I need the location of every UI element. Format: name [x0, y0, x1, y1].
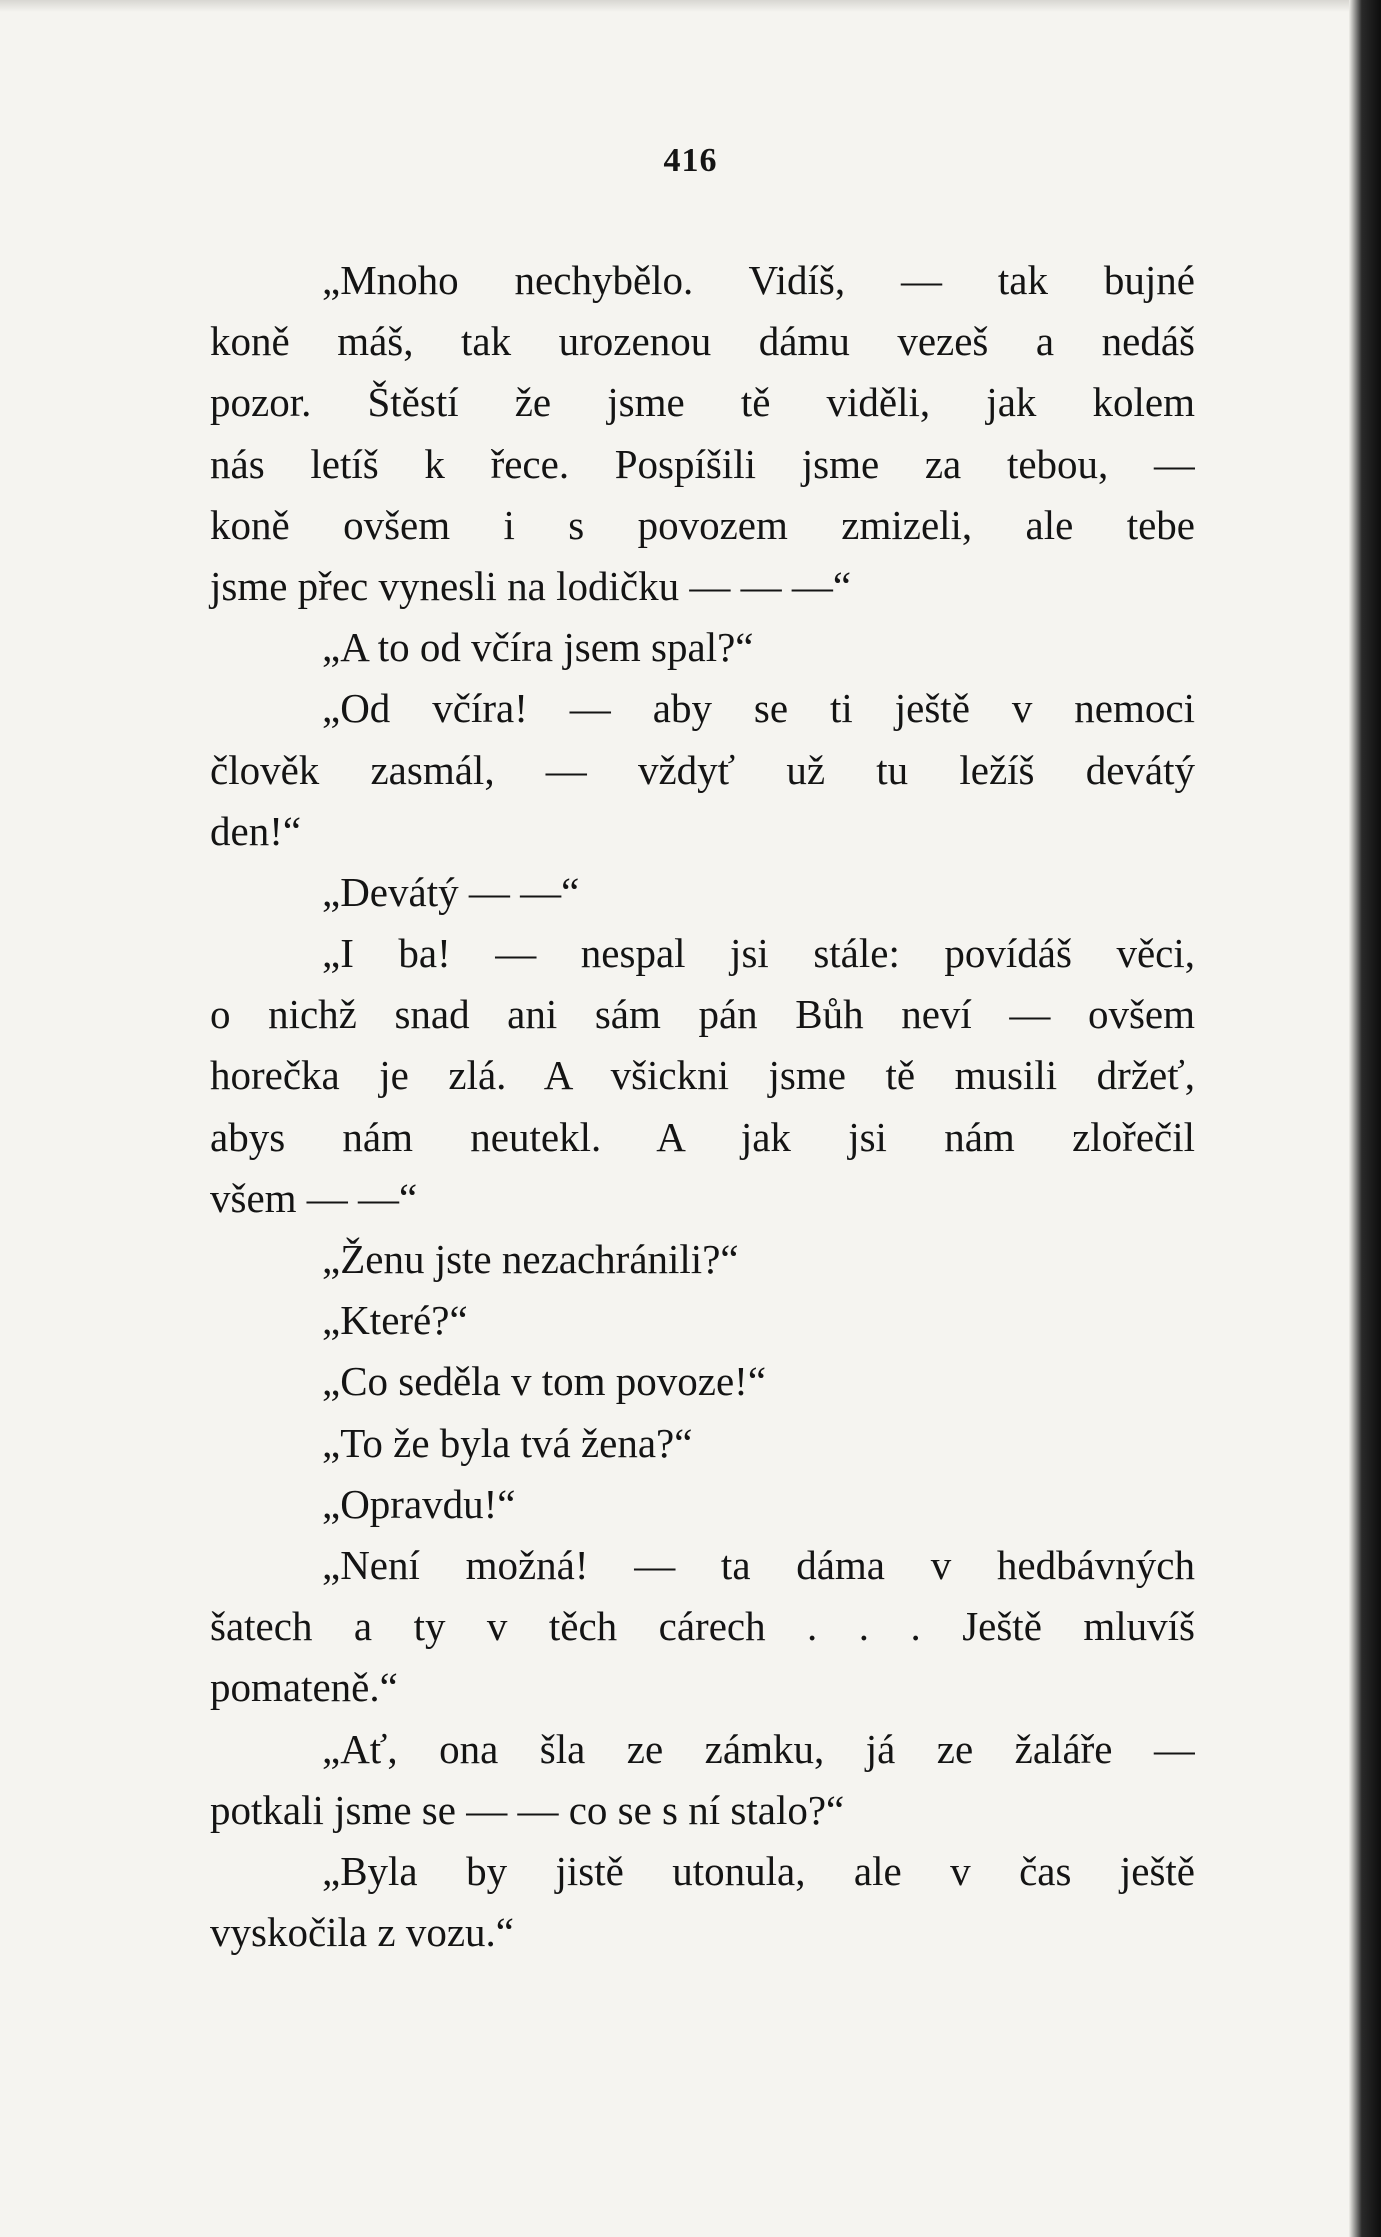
text-line: „A to od včíra jsem spal?“: [322, 624, 754, 671]
text-line: horečka je zlá. A všickni jsme tě musili držeť,: [210, 1052, 1195, 1099]
page-right-edge: [1349, 0, 1381, 2237]
text-line: šatech a ty v těch cárech . . . Ještě mluvíš: [210, 1603, 1195, 1650]
text-line: koně ovšem i s povozem zmizeli, ale tebe: [210, 501, 1195, 548]
text-line: jsme přec vynesli na lodičku — — —“: [210, 562, 852, 609]
text-line: člověk zasmál, — vždyť už tu ležíš devátý: [210, 746, 1195, 793]
text-line: „Které?“: [322, 1297, 468, 1344]
text-line: den!“: [210, 807, 302, 854]
text-line: „Byla by jistě utonula, ale v čas ještě: [322, 1847, 1195, 1894]
text-line: potkali jsme se — — co se s ní stalo?“: [210, 1786, 845, 1833]
text-line: „Od včíra! — aby se ti ještě v nemoci: [322, 685, 1195, 732]
text-line: „Mnoho nechybělo. Vidíš, — tak bujné: [322, 257, 1195, 303]
body-text: [210, 250, 1195, 1963]
page-top-shadow: [0, 0, 1381, 12]
text-line: vyskočila z vozu.“: [210, 1909, 514, 1956]
text-line: „Ať, ona šla ze zámku, já ze žaláře —: [322, 1725, 1195, 1772]
text-line: pozor. Štěstí že jsme tě viděli, jak kolem: [210, 379, 1195, 426]
text-line: „Devátý — —“: [322, 868, 580, 915]
text-line: všem — —“: [210, 1174, 418, 1221]
text-line: pomateně.“: [210, 1664, 398, 1711]
text-line: „To že byla tvá žena?“: [322, 1419, 693, 1466]
text-line: „Ženu jste nezachránili?“: [322, 1236, 739, 1282]
text-line: nás letíš k řece. Pospíšili jsme za tebou, —: [210, 440, 1195, 487]
text-line: abys nám neutekl. A jak jsi nám zlořečil: [210, 1113, 1195, 1160]
page-number: 416: [663, 142, 718, 179]
text-line: „Opravdu!“: [322, 1480, 516, 1527]
text-line: „I ba! — nespal jsi stále: povídáš věci,: [322, 930, 1195, 977]
text-line: koně máš, tak urozenou dámu vezeš a nedáš: [210, 318, 1195, 365]
text-line: o nichž snad ani sám pán Bůh neví — ovšem: [210, 991, 1195, 1038]
text-line: „Není možná! — ta dáma v hedbávných: [322, 1541, 1195, 1588]
text-line: „Co seděla v tom povoze!“: [322, 1358, 767, 1405]
